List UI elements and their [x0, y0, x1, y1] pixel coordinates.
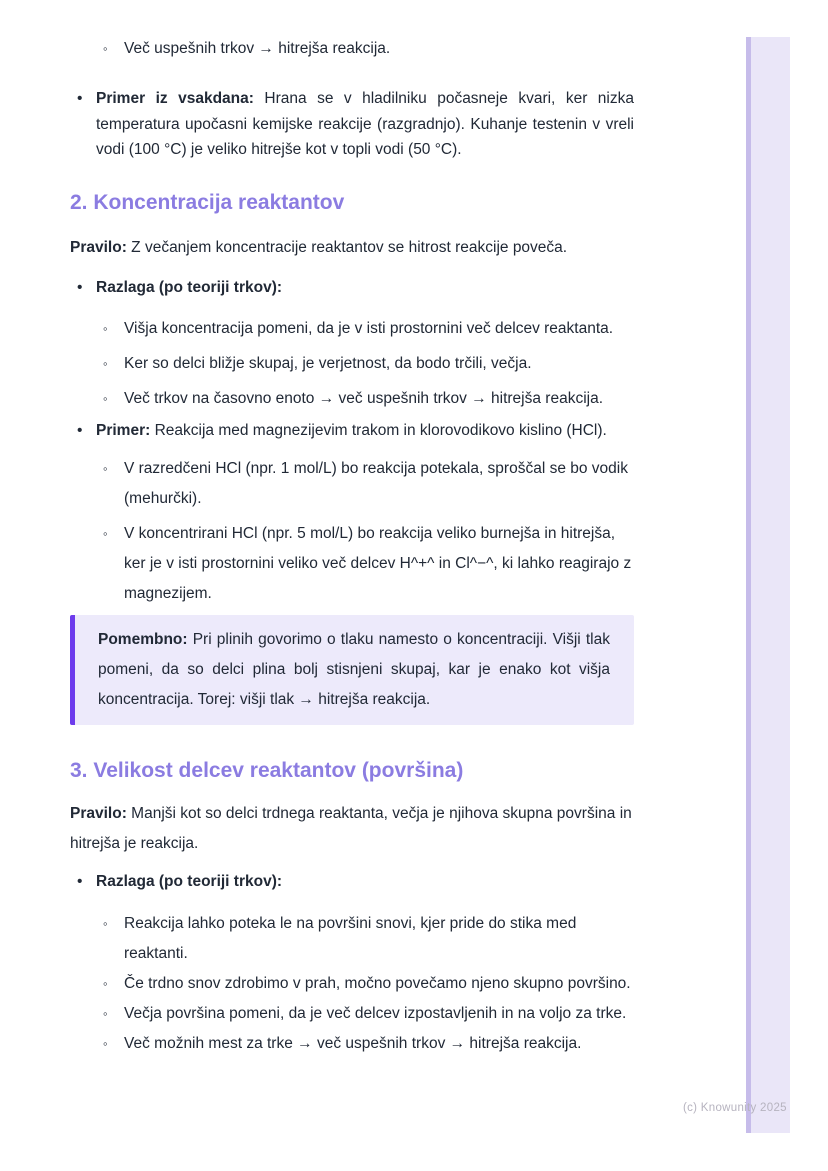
list-item [70, 86, 634, 163]
important-callout [70, 615, 634, 725]
list-item-body: Hrana se v hladilniku počasneje kvari, ker nizka temperatura upočasni kemijske reakcije (razgradnjo). Kuhanje testenin v vreli vodi (100 °C) je veliko hitrejše kot v topli vodi (50 °C). [96, 90, 634, 158]
list-item-text: Ker so delci bližje skupaj, je verjetnost, da bodo trčili, večja. [124, 354, 532, 372]
list-item-text: Razlaga (po teoriji trkov): [96, 278, 283, 296]
list-item [70, 384, 634, 414]
list-item-text: Več trkov na časovno enoto → več uspešnih trkov → hitrejša reakcija. [124, 389, 604, 407]
list-item-text: Višja koncentracija pomeni, da je v isti prostornini več delcev reaktanta. [124, 319, 614, 337]
list-item-text: V koncentrirani HCl (npr. 5 mol/L) bo reakcija veliko burnejša in hitrejša, ker je v isti prostornini veliko več delcev H^+^ in Cl^−^, ki lahko reagirajo z magnezijem. [124, 524, 632, 602]
bold-lead-label: Primer: [96, 421, 151, 439]
bold-lead-label: Pravilo: [70, 804, 127, 822]
circle-bullet-icon: ◦ [103, 355, 108, 371]
section-2-razlaga-list [70, 275, 634, 301]
circle-bullet-icon: ◦ [103, 41, 108, 56]
list-item-text: Razlaga (po teoriji trkov): [96, 872, 283, 890]
section-3-heading: 3. Velikost delcev reaktantov (površina) [70, 758, 464, 782]
list-item [70, 418, 634, 444]
list-item [70, 519, 634, 609]
dot-bullet-icon: • [77, 90, 83, 107]
callout-label: Pomembno: [98, 630, 188, 648]
document-page-content [70, 30, 634, 1059]
list-item-text: Več možnih mest za trke → več uspešnih trkov → hitrejša reakcija. [124, 1034, 582, 1052]
list-item-body: Reakcija med magnezijevim trakom in klorovodikovo kislino (HCl). [154, 421, 607, 439]
section-3-razlaga-list [70, 869, 634, 895]
callout-text: Pri plinih govorimo o tlaku namesto o koncentraciji. Višji tlak pomeni, da so delci plina bolj stisnjeni skupaj, kar je enako kot višja koncentracija. Torej: višji tlak → hitrejša reakcija. [98, 630, 610, 708]
section-3-razlaga-sublist [70, 909, 634, 1059]
list-item-text: Več uspešnih trkov → hitrejša reakcija. [124, 40, 391, 57]
circle-bullet-icon: ◦ [103, 525, 108, 541]
circle-bullet-icon: ◦ [103, 320, 108, 336]
list-item-text [96, 418, 634, 444]
list-item [70, 969, 634, 999]
circle-bullet-icon: ◦ [103, 460, 108, 476]
intro-bullet-list [70, 86, 634, 163]
next-page-edge-strip [746, 37, 790, 1133]
list-item [70, 275, 634, 301]
copyright-footer: (c) Knowunity 2025 [683, 1102, 787, 1114]
list-item [70, 454, 634, 514]
list-item-text: V razredčeni HCl (npr. 1 mol/L) bo reakcija potekala, sproščal se bo vodik (mehurčki). [124, 459, 628, 507]
circle-bullet-icon: ◦ [103, 1035, 108, 1051]
list-item [70, 869, 634, 895]
list-item [70, 909, 634, 969]
list-item-text: Reakcija lahko poteka le na površini snovi, kjer pride do stika med reaktanti. [124, 914, 577, 962]
rule-text: Z večanjem koncentracije reaktantov se hitrost reakcije poveča. [131, 238, 568, 256]
section-3-rule [70, 799, 634, 859]
intro-sub-bullet-list [70, 36, 634, 62]
section-2-primer-list [70, 418, 634, 444]
section-2-razlaga-sublist [70, 314, 634, 414]
dot-bullet-icon: • [77, 872, 83, 890]
section-2-rule [70, 235, 634, 261]
circle-bullet-icon: ◦ [103, 915, 108, 931]
list-item [70, 314, 634, 344]
list-item [70, 999, 634, 1029]
rule-text: Manjši kot so delci trdnega reaktanta, večja je njihova skupna površina in hitrejša je reakcija. [70, 804, 632, 852]
dot-bullet-icon: • [77, 421, 83, 439]
list-item [70, 36, 634, 62]
section-2-primer-sublist [70, 454, 634, 609]
list-item-text: Če trdno snov zdrobimo v prah, močno povečamo njeno skupno površino. [124, 974, 631, 992]
list-item-text: Večja površina pomeni, da je več delcev izpostavljenih in na voljo za trke. [124, 1004, 627, 1022]
bold-lead-label: Primer iz vsakdana: [96, 90, 254, 107]
dot-bullet-icon: • [77, 278, 83, 296]
list-item [70, 1029, 634, 1059]
section-2-heading: 2. Koncentracija reaktantov [70, 190, 345, 214]
circle-bullet-icon: ◦ [103, 1005, 108, 1021]
circle-bullet-icon: ◦ [103, 975, 108, 991]
circle-bullet-icon: ◦ [103, 390, 108, 406]
list-item-text [96, 86, 634, 163]
list-item [70, 349, 634, 379]
bold-lead-label: Pravilo: [70, 238, 127, 256]
